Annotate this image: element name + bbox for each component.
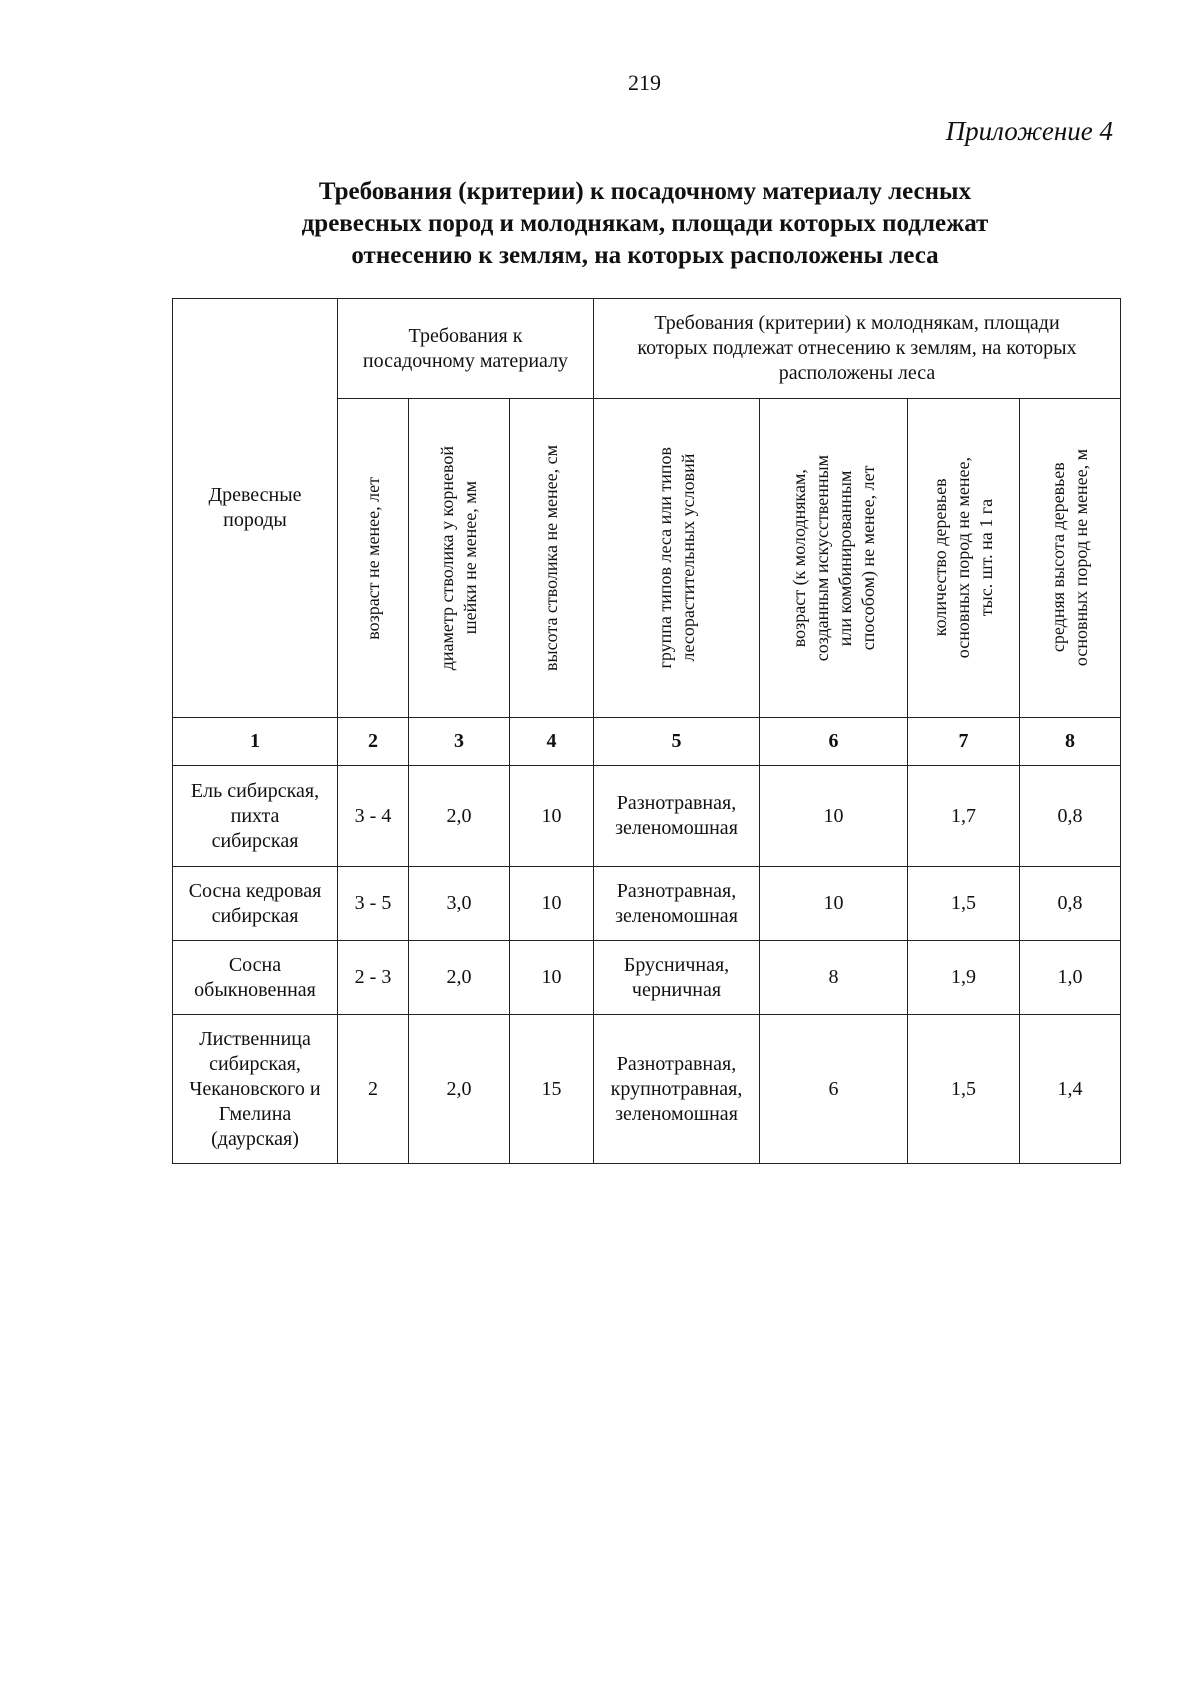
species-cell bbox=[173, 1015, 338, 1164]
species-line: Сосна кедровая bbox=[188, 879, 322, 902]
header-line: высота стволика не менее, см bbox=[541, 445, 561, 671]
forest-type-line: Разнотравная, bbox=[616, 792, 737, 814]
forest-type-line: зеленомошная bbox=[615, 904, 738, 927]
forest-type-line: Разнотравная, bbox=[616, 879, 737, 902]
planting-material-header bbox=[338, 299, 594, 399]
species-line: Гмелина bbox=[218, 1102, 292, 1125]
page-number: 219 bbox=[628, 70, 661, 95]
header-line: созданным искусственным bbox=[811, 454, 832, 662]
young-stand-header bbox=[594, 299, 1121, 399]
header-line: основных пород не менее, bbox=[953, 457, 973, 659]
diameter-cell: 2,0 bbox=[409, 941, 510, 1015]
header-line: диаметр стволика у корневой bbox=[437, 445, 457, 671]
table-row bbox=[173, 941, 1121, 1015]
column-number: 2 bbox=[338, 718, 409, 766]
header-line: группа типов леса или типов bbox=[654, 447, 675, 669]
column-number: 7 bbox=[908, 718, 1020, 766]
height-cell: 10 bbox=[510, 941, 594, 1015]
header-line: основных пород не менее, м bbox=[1071, 449, 1091, 667]
column-header-young-age bbox=[760, 399, 908, 718]
table-row bbox=[173, 1015, 1121, 1164]
column-number: 8 bbox=[1020, 718, 1121, 766]
column-numbers-row bbox=[173, 718, 1121, 766]
young-age-cell: 10 bbox=[760, 867, 908, 941]
forest-type-line: крупнотравная, bbox=[610, 1077, 743, 1100]
species-line: Ель сибирская, bbox=[190, 779, 320, 802]
forest-type-cell bbox=[594, 1015, 760, 1164]
young-age-cell: 10 bbox=[760, 766, 908, 867]
column-number: 5 bbox=[594, 718, 760, 766]
appendix-label: Приложение 4 bbox=[945, 116, 1113, 146]
header-line: возраст не менее, лет bbox=[362, 476, 383, 640]
header-line: средняя высота деревьев bbox=[1048, 463, 1068, 653]
species-cell bbox=[173, 941, 338, 1015]
avg-height-cell: 1,4 bbox=[1020, 1015, 1121, 1164]
header-line: или комбинированным bbox=[834, 470, 855, 646]
species-line: сибирская bbox=[211, 829, 299, 852]
age-cell: 3 - 4 bbox=[338, 766, 409, 867]
column-number: 4 bbox=[510, 718, 594, 766]
tree-count-cell: 1,9 bbox=[908, 941, 1020, 1015]
young-age-cell: 8 bbox=[760, 941, 908, 1015]
column-header-height bbox=[510, 399, 594, 718]
species-line: пихта bbox=[230, 804, 280, 827]
forest-type-cell bbox=[594, 766, 760, 867]
header-line: породы bbox=[223, 509, 287, 531]
height-cell: 15 bbox=[510, 1015, 594, 1164]
diameter-cell: 2,0 bbox=[409, 1015, 510, 1164]
column-header-age bbox=[338, 399, 409, 718]
column-number: 6 bbox=[760, 718, 908, 766]
diameter-cell: 2,0 bbox=[409, 766, 510, 867]
species-cell bbox=[173, 766, 338, 867]
column-header-forest-type bbox=[594, 399, 760, 718]
avg-height-cell: 0,8 bbox=[1020, 766, 1121, 867]
height-cell: 10 bbox=[510, 766, 594, 867]
species-cell bbox=[173, 867, 338, 941]
column-header-avg-height bbox=[1020, 399, 1121, 718]
forest-type-line: Брусничная, bbox=[623, 953, 730, 976]
young-age-cell: 6 bbox=[760, 1015, 908, 1164]
forest-type-line: черничная bbox=[631, 978, 722, 1001]
table-row bbox=[173, 766, 1121, 867]
age-cell: 2 bbox=[338, 1015, 409, 1164]
header-line: Древесные bbox=[208, 484, 302, 506]
species-line: сибирская bbox=[211, 904, 299, 927]
header-line: шейки не менее, мм bbox=[460, 481, 480, 635]
title-line: древесных пород и молоднякам, площади которых подлежат bbox=[301, 210, 989, 237]
header-line: тыс. шт. на 1 га bbox=[976, 499, 996, 617]
header-line: Требования (критерии) к молоднякам, площади bbox=[654, 312, 1060, 334]
column-number: 1 bbox=[173, 718, 338, 766]
header-line: посадочному материалу bbox=[362, 349, 569, 372]
column-number: 3 bbox=[409, 718, 510, 766]
tree-count-cell: 1,7 bbox=[908, 766, 1020, 867]
header-line: расположены леса bbox=[778, 362, 936, 384]
species-line: (даурская) bbox=[211, 1127, 299, 1150]
table-row bbox=[173, 867, 1121, 941]
column-header-diameter bbox=[409, 399, 510, 718]
species-line: Чекановского и bbox=[189, 1077, 321, 1100]
tree-count-cell: 1,5 bbox=[908, 867, 1020, 941]
tree-count-cell: 1,5 bbox=[908, 1015, 1020, 1164]
column-header-tree-count bbox=[908, 399, 1020, 718]
header-line: лесорастительных условий bbox=[677, 454, 698, 662]
title-line: отнесению к землям, на которых расположены леса bbox=[351, 242, 939, 269]
requirements-table bbox=[172, 298, 1121, 1164]
forest-type-cell bbox=[594, 941, 760, 1015]
species-line: Лиственница bbox=[199, 1027, 311, 1050]
forest-type-line: зеленомошная bbox=[615, 1102, 738, 1125]
age-cell: 3 - 5 bbox=[338, 867, 409, 941]
avg-height-cell: 0,8 bbox=[1020, 867, 1121, 941]
age-cell: 2 - 3 bbox=[338, 941, 409, 1015]
header-line: Требования к bbox=[408, 324, 523, 347]
avg-height-cell: 1,0 bbox=[1020, 941, 1121, 1015]
forest-type-line: зеленомошная bbox=[615, 817, 738, 839]
document-title bbox=[200, 176, 1090, 272]
header-line: возраст (к молоднякам, bbox=[788, 468, 809, 648]
header-line: которых подлежат отнесению к землям, на которых bbox=[637, 337, 1077, 359]
diameter-cell: 3,0 bbox=[409, 867, 510, 941]
forest-type-line: Разнотравная, bbox=[616, 1052, 737, 1075]
forest-type-cell bbox=[594, 867, 760, 941]
species-line: сибирская, bbox=[209, 1052, 301, 1075]
species-header bbox=[173, 299, 338, 718]
height-cell: 10 bbox=[510, 867, 594, 941]
header-line: количество деревьев bbox=[930, 479, 950, 637]
title-line: Требования (критерии) к посадочному материалу лесных bbox=[318, 178, 972, 205]
header-line: способом) не менее, лет bbox=[857, 465, 878, 651]
species-line: Сосна bbox=[228, 953, 282, 976]
species-line: обыкновенная bbox=[194, 978, 316, 1001]
